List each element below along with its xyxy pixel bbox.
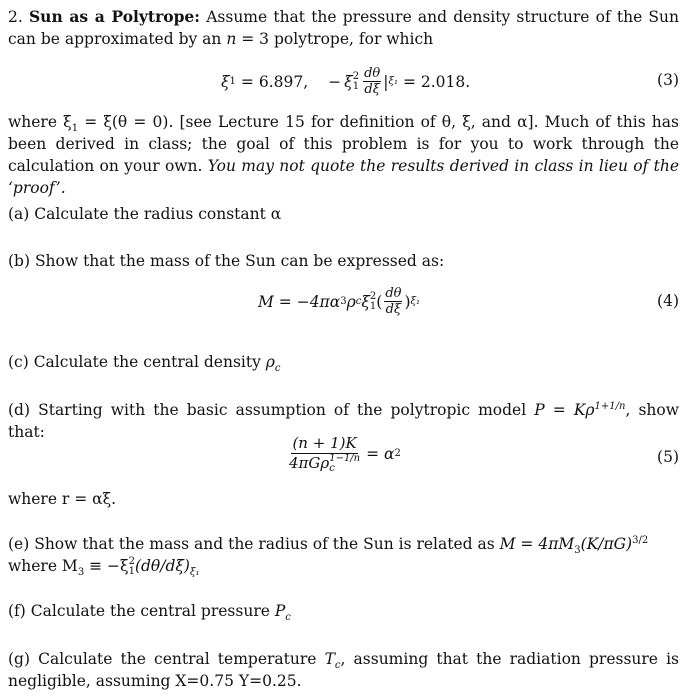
part-e: (e) Show that the mass and the radius of the Sun is related as $M = 4\pi M_3(K/\pi G)^{3/2}$ where $M_3 \equiv -\xi$ 2 1 $(d\theta/d\xi)_{\xi_1}$: [8, 534, 649, 579]
xi1-symbol: ξ: [221, 72, 230, 91]
where-r: where r = αξ.: [8, 490, 117, 508]
equation-5: [0, 432, 693, 480]
equation-3-body: ξ 1 = 6.897, − ξ 2 1 $\frac{d\theta}{d\xi}$ | ξ₁ = 2.018.: [221, 66, 471, 97]
dtheta-dxi-fraction: $\frac{d\theta}{d\xi}$: [364, 66, 381, 97]
equation-3-number: (3): [657, 71, 679, 89]
eq4-dtheta-dxi-fraction: $\frac{d\theta}{d\xi}$: [385, 286, 402, 317]
equation-4-number: (4): [657, 292, 679, 310]
intro-n: n: [226, 30, 237, 48]
equation-4: [0, 282, 693, 322]
no-quote-note: You may not quote the results derived in class in lieu of the ‘proof’.: [8, 157, 680, 197]
part-a: (a) Calculate the radius constant α: [8, 205, 282, 223]
problem-intro: [8, 6, 679, 50]
part-c: (c) Calculate the central density $\rho_c$: [8, 353, 281, 375]
xi1-value: = 6.897,: [240, 72, 309, 91]
intro-text-2: polytrope, for which: [273, 30, 434, 48]
equation-5-number: (5): [657, 448, 679, 466]
mass-lhs: M = −4πα: [258, 292, 341, 311]
part-d: (d) Starting with the basic assumption of the polytropic model $P = K\rho^{1+1/n}$, show that:: [8, 400, 680, 441]
where-paragraph: where $\xi_1 = \xi(\theta = 0)$. [see Lecture 15 for definition of θ, ξ, and α]. Much of this has been derived in class; the goal of this problem is for you to work through the calculation on your own. You may not quote the results derived in class in lieu of the ‘proof’.: [8, 113, 680, 197]
part-g: (g) Calculate the central temperature $T_c$, assuming that the radiation pressure is negligible, assuming X=0.75 Y=0.25.: [8, 650, 679, 690]
minus-sign: −: [328, 72, 342, 91]
problem-title: Sun as a Polytrope:: [28, 7, 201, 26]
problem-number: 2.: [8, 8, 23, 26]
part-f: (f) Calculate the central pressure $P_c$: [8, 602, 291, 624]
equation-5-body: (n + 1)K 4πGρ 1−1/n c = α 2: [289, 434, 401, 474]
intro-text-1: Assume that the pressure and density structure of the Sun can be approximated by an: [8, 8, 679, 48]
eq5-fraction: (n + 1)K 4πGρ 1−1/n c: [289, 434, 361, 474]
part-b: (b) Show that the mass of the Sun can be expressed as:: [8, 252, 445, 270]
intro-eq: = 3: [241, 30, 270, 48]
equation-3: [0, 63, 693, 97]
equation-4-body: M = −4πα 3 ρ c ξ 2 1 ( $\frac{d\theta}{d\xi}$ ) ξ₁: [258, 286, 421, 317]
derivative-value: = 2.018.: [402, 72, 471, 91]
